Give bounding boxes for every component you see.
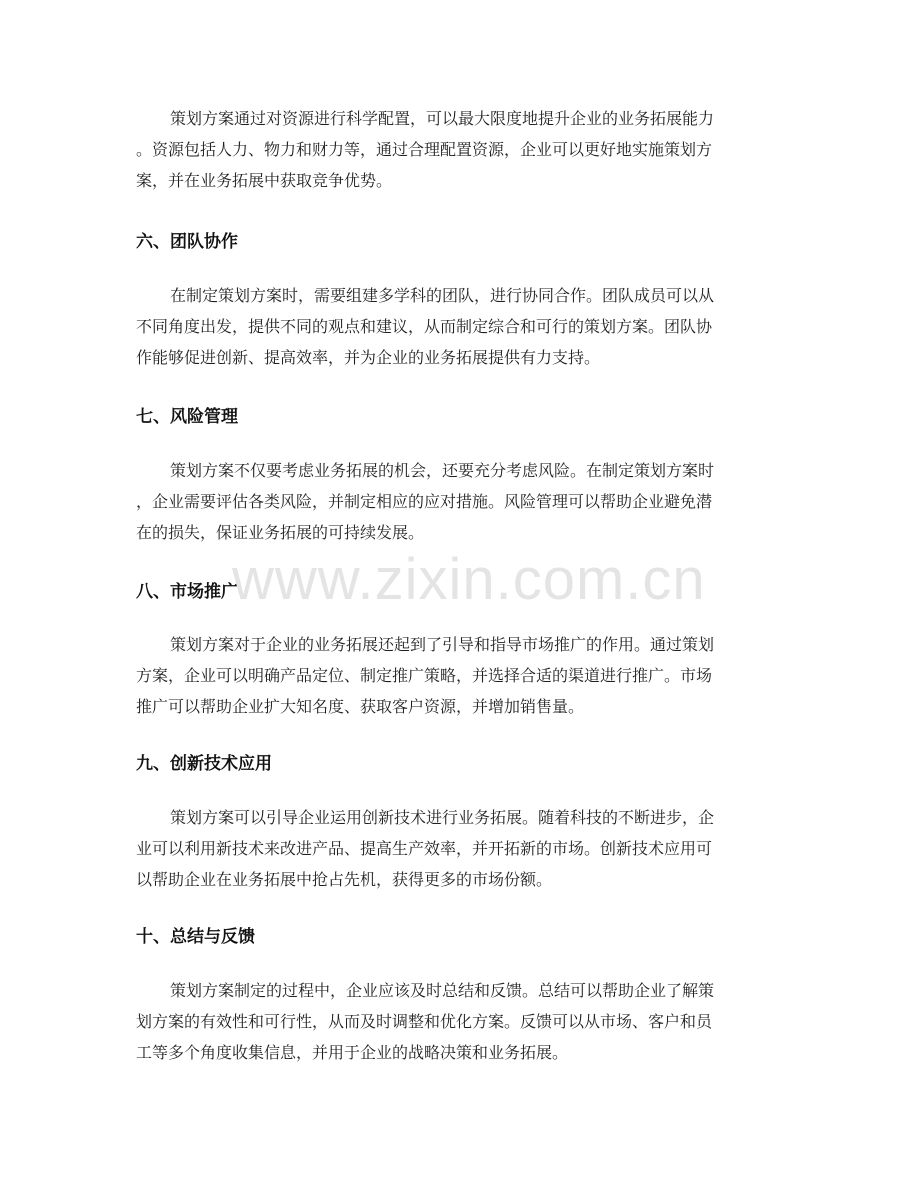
paragraph-resource-allocation	[136, 103, 786, 196]
heading-market-promotion: 八、市场推广	[136, 582, 238, 602]
heading-innovation-technology: 九、创新技术应用	[136, 754, 272, 774]
paragraph-line: 以帮助企业在业务拓展中抢占先机，获得更多的市场份额。	[136, 870, 553, 889]
paragraph-line: 策划方案通过对资源进行科学配置，可以最大限度地提升企业的业务拓展能力	[170, 109, 715, 128]
paragraph-innovation-technology	[136, 802, 786, 895]
paragraph-line: ，企业需要评估各类风险，并制定相应的应对措施。风险管理可以帮助企业避免潜	[136, 492, 713, 511]
heading-risk-management: 七、风险管理	[136, 407, 238, 427]
paragraph-line: 推广可以帮助企业扩大知名度、获取客户资源，并增加销售量。	[136, 697, 585, 716]
paragraph-line: 策划方案对于企业的业务拓展还起到了引导和指导市场推广的作用。通过策划	[170, 635, 715, 654]
paragraph-line: 不同角度出发，提供不同的观点和建议，从而制定综合和可行的策划方案。团队协	[136, 317, 713, 336]
paragraph-line: 案，并在业务拓展中获取竞争优势。	[136, 171, 393, 190]
paragraph-line: 。资源包括人力、物力和财力等，通过合理配置资源，企业可以更好地实施策划方	[136, 140, 713, 159]
paragraph-line: 策划方案不仅要考虑业务拓展的机会，还要充分考虑风险。在制定策划方案时	[170, 461, 715, 480]
watermark: www.zixin.com.cn	[232, 547, 706, 612]
paragraph-summary-feedback	[136, 975, 786, 1068]
paragraph-line: 作能够促进创新、提高效率，并为企业的业务拓展提供有力支持。	[136, 348, 601, 367]
paragraph-risk-management	[136, 455, 786, 548]
paragraph-line: 策划方案可以引导企业运用创新技术进行业务拓展。随着科技的不断进步，企	[170, 808, 715, 827]
heading-summary-feedback: 十、总结与反馈	[136, 927, 255, 947]
paragraph-line: 在的损失，保证业务拓展的可持续发展。	[136, 523, 425, 542]
paragraph-line: 业可以利用新技术来改进产品、提高生产效率，并开拓新的市场。创新技术应用可	[136, 839, 713, 858]
paragraph-line: 方案，企业可以明确产品定位、制定推广策略，并选择合适的渠道进行推广。市场	[136, 666, 713, 685]
paragraph-line: 策划方案制定的过程中，企业应该及时总结和反馈。总结可以帮助企业了解策	[170, 981, 715, 1000]
paragraph-line: 在制定策划方案时，需要组建多学科的团队，进行协同合作。团队成员可以从	[170, 286, 715, 305]
paragraph-line: 划方案的有效性和可行性，从而及时调整和优化方案。反馈可以从市场、客户和员	[136, 1012, 713, 1031]
paragraph-team-collaboration	[136, 280, 786, 373]
heading-team-collaboration: 六、团队协作	[136, 232, 238, 252]
paragraph-market-promotion	[136, 629, 786, 722]
paragraph-line: 工等多个角度收集信息，并用于企业的战略决策和业务拓展。	[136, 1043, 569, 1062]
